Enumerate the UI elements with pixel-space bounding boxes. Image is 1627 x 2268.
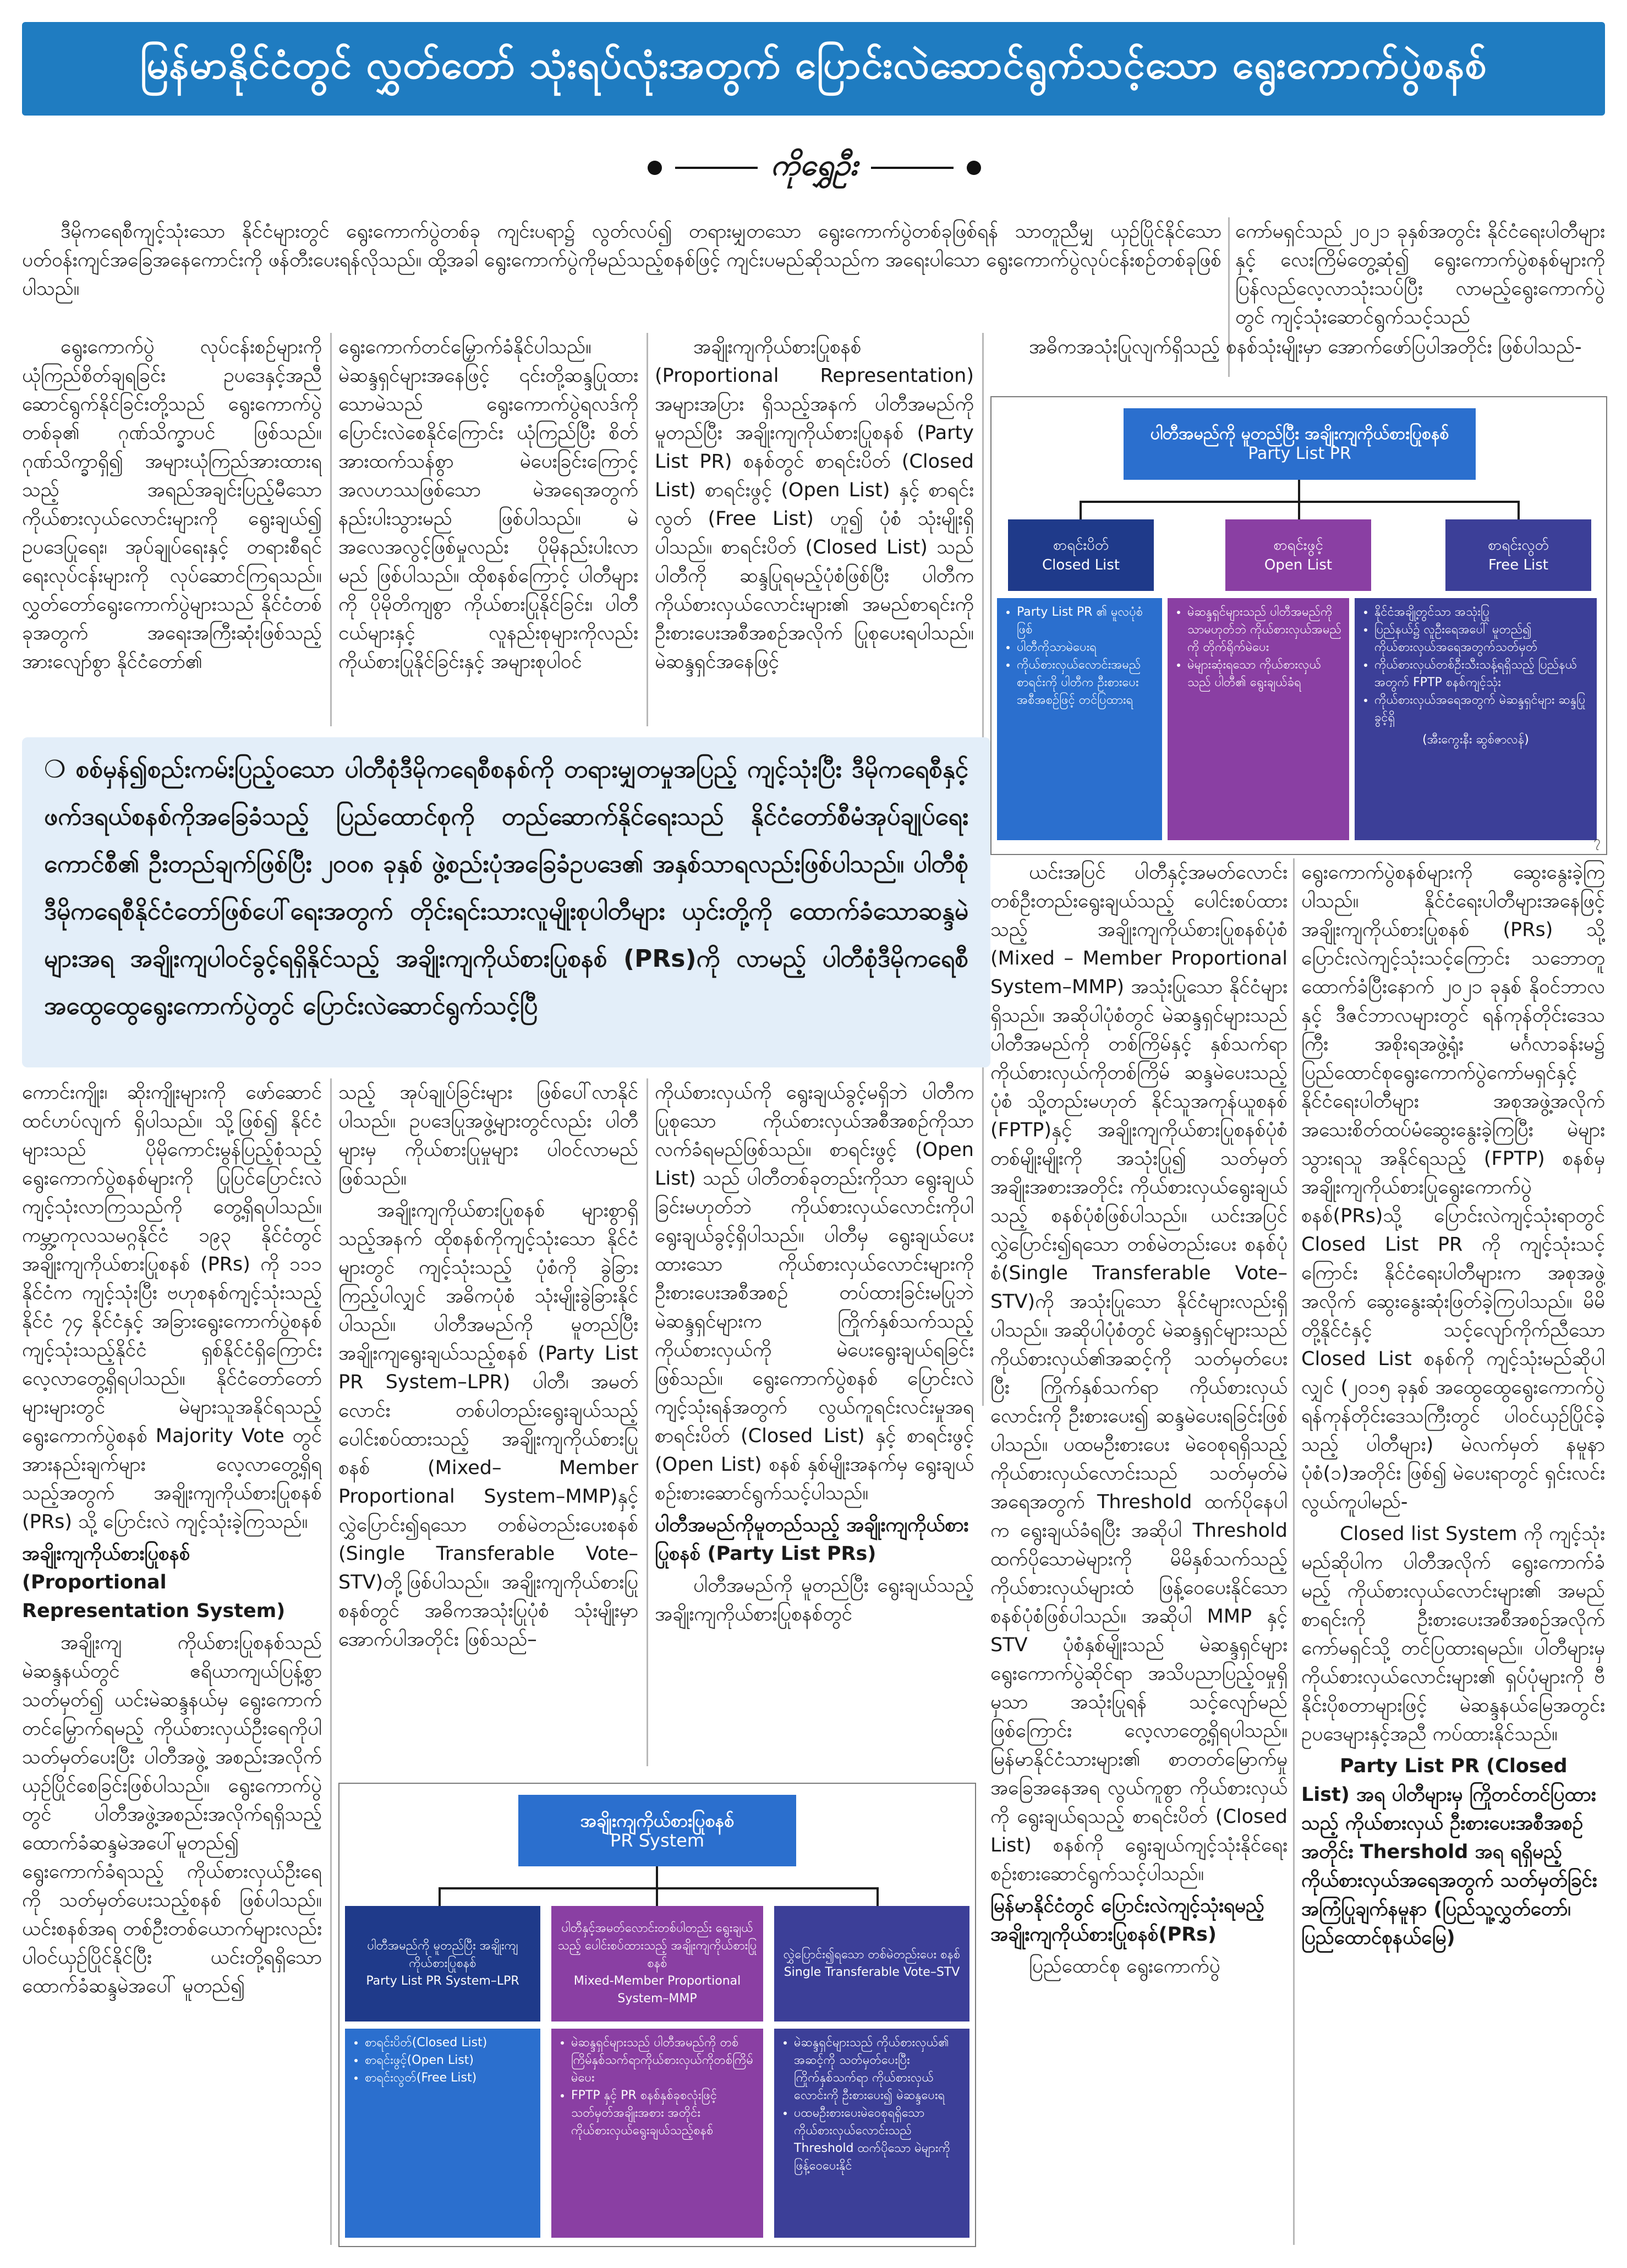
- free-list-sub: Free List: [1488, 557, 1548, 573]
- author-name: ကိုရွှေဦး: [771, 147, 858, 182]
- byline-rule: [871, 167, 954, 169]
- bullet-dot-icon: [648, 161, 662, 175]
- mmp-sub: Mixed-Member Proportional System–MMP: [573, 1974, 741, 2006]
- pull-quote: [22, 737, 990, 1067]
- stv-title: လွှဲပြောင်း၍ရသော တစ်မဲတည်းပေး စနစ်: [783, 1948, 961, 1962]
- detail-item: • မဲဆန္ဒရှင်များသည် ကိုယ်စားလှယ်၏ အဆင့်ကို သတ်မှတ်ပေးပြီး ကြိုက်နှစ်သက်ရာ ကိုယ်စားလှယ်လောင်းကို ဦးစားပေး၍ မဲဆန္ဒပေးရ: [794, 2034, 962, 2105]
- diagram1-top-sub: Party List PR: [1248, 444, 1351, 463]
- pr-system-diagram: [338, 1783, 976, 2247]
- closed-list-box: [1008, 519, 1154, 591]
- lpr-box: [345, 1906, 540, 2022]
- col5-mid-text: ရွေးကောက်ပွဲစနစ်များကို ဆွေးနွေးခဲ့ကြပါသည်။ နိုင်ငံရေးပါတီများအနေဖြင့် အချိုးကျကိုယ်စားပြုစနစ် (PRs) သို့ ပြောင်းလဲကျင့်သုံးသင့်ကြောင်း သဘောတူထောက်ခံပြီးနောက် ၂၀၂၁ ခုနှစ် နိုဝင်ဘာလနှင့် ဒီဇင်ဘာလများတွင် ရန်ကုန်တိုင်းဒေသကြီး အစိုးရအဖွဲ့ရုံး မင်္ဂလာခန်းမ၌ ပြည်ထောင်စုရွေးကောက်ပွဲကော်မရှင်နှင့် နိုင်ငံရေးပါတီများ အစုအဖွဲ့အလိုက် အသေးစိတ်ထပ်မံဆွေးနွေးခဲ့ကြပြီး မဲများသွားရသူ အနိုင်ရသည့် (FPTP) စနစ်မှ အချိုးကျကိုယ်စားပြုရွေးကောက်ပွဲစနစ်(PRs)သို့ ပြောင်းလဲကျင့်သုံးရာတွင် Closed List PR ကို ကျင့်သုံးသင့်ကြောင်း နိုင်ငံရေးပါတီများက အစုအဖွဲ့အလိုက် ဆွေးနွေးဆုံးဖြတ်ခဲ့ကြပါသည်။ မိမိတို့နိုင်ငံနှင့် သင့်လျော်ကိုက်ညီသော Closed List စနစ်ကို ကျင့်သုံးမည်ဆိုပါလျှင် (၂၀၁၅ ခုနှစ် အထွေထွေရွေးကောက်ပွဲ ရန်ကုန်တိုင်းဒေသကြီးတွင် ပါဝင်ယှဉ်ပြိုင်ခဲ့သည့် ပါတီများ) မဲလက်မှတ် နမူနာပုံစံ(၁)အတိုင်း ဖြစ်၍ မဲပေးရာတွင် ရှင်းလင်းလွယ်ကူပါမည်-: [1301, 862, 1605, 1513]
- column-4-body: [990, 858, 1288, 2245]
- mmp-title: ပါတီနှင့်အမတ်လောင်းတစ်ပါတည်း ရွေးချယ်သည့် ပေါင်းစပ်ထားသည့် အချိုးကျကိုယ်စားပြုစနစ်: [557, 1921, 757, 1970]
- mmp-box: [551, 1906, 763, 2022]
- col2-p2-text: အချိုးကျကိုယ်စားပြုစနစ် များစွာရှိသည့်အနက် ထိုစနစ်ကိုကျင့်သုံးသော နိုင်ငံများတွင် ကျင့်သုံးသည့် ပုံစံကို ခွဲခြားကြည့်ပါလျှင် အဓိကပုံစံ သုံးမျိုးခွဲခြားနိုင်ပါသည်။ ပါတီအမည်ကို မူတည်ပြီး အချိုးကျရွေးချယ်သည့်စနစ် (Party List PR System–LPR) ပါတီ၊ အမတ်လောင်း တစ်ပါတည်းရွေးချယ်သည့် ပေါင်းစပ်ထားသည့် အချိုးကျကိုယ်စားပြုစနစ် (Mixed– Member Proportional System–MMP)နှင့် လွှဲပြောင်း၍ရသော တစ်မဲတည်းပေးစနစ် (Single Transferable Vote–STV)တို့ဖြစ်ပါသည်။ အချိုးကျကိုယ်စားပြုစနစ်တွင် အဓိကအသုံးပြုပုံစံ သုံးမျိုးမှာ အောက်ပါအတိုင်း ဖြစ်သည်–: [338, 1199, 638, 1651]
- column-divider: [330, 1078, 332, 2245]
- diagram1-note: (အီးကွေးနီး ဆွစ်ဇာလန်): [1422, 733, 1529, 747]
- intro-paragraph: [22, 217, 1221, 322]
- closed-list-details: [997, 598, 1162, 840]
- detail-item: • စာရင်းလွတ်(Free List): [365, 2069, 533, 2087]
- col4-mid-text: ယင်းအပြင် ပါတီနှင့်အမတ်လောင်းတစ်ဦးတည်းရွေးချယ်သည့် ပေါင်းစပ်ထားသည့် အချိုးကျကိုယ်စားပြုစနစ်ပုံစံ (Mixed – Member Proportional System–MMP) အသုံးပြုသော နိုင်ငံများရှိသည်။ အဆိုပါပုံစံတွင် မဲဆန္ဒရှင်များသည် ပါတီအမည်ကို တစ်ကြိမ်နှင့် နှစ်သက်ရာ ကိုယ်စားလှယ်ကိုတစ်ကြိမ် ဆန္ဒမဲပေးသည့်ပုံစံ သို့တည်းမဟုတ် နိုင်သူအကုန်ယူစနစ် (FPTP)နှင့် အချိုးကျကိုယ်စားပြုစနစ်ပုံစံ တစ်မျိုးမျိုးကို အသုံးပြု၍ သတ်မှတ်အချိုးအစားအတိုင်း ကိုယ်စားလှယ်ရွေးချယ်သည့် စနစ်ပုံစံဖြစ်ပါသည်။ ယင်းအပြင် လွှဲပြောင်း၍ရသော တစ်မဲတည်းပေး စနစ်ပုံစံ(Single Transferable Vote–STV)ကို အသုံးပြုသော နိုင်ငံများလည်းရှိပါသည်။ အဆိုပါပုံစံတွင် မဲဆန္ဒရှင်များသည် ကိုယ်စားလှယ်၏အဆင့်ကို သတ်မှတ်ပေးပြီး ကြိုက်နှစ်သက်ရာ ကိုယ်စားလှယ်လောင်းကို ဦးစားပေး၍ ဆန္ဒမဲပေးရခြင်းဖြစ်ပါသည်။ ပထမဦးစားပေး မဲဝေစုရရှိသည့် ကိုယ်စားလှယ်လောင်းသည် သတ်မှတ်မဲအရေအတွက် Threshold ထက်ပိုနေပါက ရွေးချယ်ခံရပြီး အဆိုပါ Threshold ထက်ပိုသောမဲများကို မိမိနှစ်သက်သည့် ကိုယ်စားလှယ်များထံ ဖြန့်ဝေပေးနိုင်သော စနစ်ပုံစံဖြစ်ပါသည်။ အဆိုပါ MMP နှင့် STV ပုံစံနှစ်မျိုးသည် မဲဆန္ဒရှင်များ ရွေးကောက်ပွဲဆိုင်ရာ အသိပညာပြည့်ဝမှုရှိမှသာ အသုံးပြုရန် သင့်လျော်မည်ဖြစ်ကြောင်း လေ့လာတွေ့ရှိရပါသည်။ မြန်မာနိုင်ငံသားများ၏ စာတတ်မြောက်မှုအခြေအနေအရ လွယ်ကူစွာ ကိုယ်စားလှယ်ကို ရွေးချယ်ရသည့် စာရင်းပိတ် (Closed List) စနစ်ကို ရွေးချယ်ကျင့်သုံးနိုင်ရေး စဉ်းစားဆောင်ရွက်သင့်ပါသည်။: [990, 862, 1288, 1885]
- detail-item: • စာရင်းဖွင့်(Open List): [365, 2052, 533, 2069]
- diagram2-top-box: [518, 1795, 796, 1866]
- col1-bottom-text: ကောင်းကျိုး၊ ဆိုးကျိုးများကို ဖော်ဆောင်ထင်ဟပ်လျက် ရှိပါသည်။ သို့ဖြစ်၍ နိုင်ငံများသည် ပိုမိုကောင်းမွန်ပြည့်စုံသည့် ရွေးကောက်ပွဲစနစ်များကို ပြုပြင်ပြောင်းလဲကျင့်သုံးလာကြသည်ကို တွေ့ရှိရပါသည်။ ကမ္ဘာ့ကုလသမဂ္ဂနိုင်ငံ ၁၉၃ နိုင်ငံတွင် အချိုးကျကိုယ်စားပြုစနစ် (PRs) ကို ၁၁၁ နိုင်ငံက ကျင့်သုံးပြီး ဗဟုစနစ်ကျင့်သုံးသည့် နိုင်ငံ ၇၄ နိုင်ငံနှင့် အခြားရွေးကောက်ပွဲစနစ် ကျင့်သုံးသည့်နိုင်ငံ ရှစ်နိုင်ငံရှိကြောင်း လေ့လာတွေ့ရှိရပါသည်။ နိုင်ငံတော်တော်များများတွင် မဲများသူအနိုင်ရသည့် ရွေးကောက်ပွဲစနစ် Majority Vote တွင် အားနည်းချက်များ လေ့လာတွေ့ရှိရသည့်အတွက် အချိုးကျကိုယ်စားပြုစနစ် (PRs) သို့ ပြောင်းလဲ ကျင့်သုံးခဲ့ကြသည်။: [22, 1082, 322, 1533]
- column-2-bottom: [338, 1078, 638, 1766]
- connector-line: [656, 1866, 658, 1888]
- right-top-text: ကော်မရှင်သည် ၂၀၂၁ ခုနှစ်အတွင်း နိုင်ငံရေးပါတီများနှင့် လေးကြိမ်တွေ့ဆုံ၍ ရွေးကောက်ပွဲစနစ်များကို ပြန်လည်လေ့လာသုံးသပ်ပြီး လာမည့်ရွေးကောက်ပွဲတွင် ကျင့်သုံးဆောင်ရွက်သင့်သည်: [1235, 221, 1605, 328]
- column-1-top: [22, 333, 322, 726]
- detail-item: • မဲဆန္ဒရှင်များသည် ပါတီအမည်ကိုသာမဟုတ်ဘဲ ကိုယ်စားလှယ်အမည်ကို တိုက်ရိုက်မဲပေး: [1187, 604, 1341, 656]
- lpr-title: ပါတီအမည်ကို မူတည်ပြီး အချိုးကျကိုယ်စားပြုစနစ်: [367, 1939, 518, 1970]
- column-divider: [330, 333, 332, 726]
- col2-top-text: ရွေးကောက်တင်မြှောက်ခံနိုင်ပါသည်။ မဲဆန္ဒရှင်များအနေဖြင့် ၎င်းတို့ဆန္ဒပြုထားသောမဲသည် ရွေးကောက်ပွဲရလဒ်ကို ပြောင်းလဲစေနိုင်ကြောင်း ယုံကြည်ပြီး စိတ်အားထက်သန်စွာ မဲပေးခြင်းကြောင့် အလဟဿဖြစ်သော မဲအရေအတွက် နည်းပါးသွားမည် ဖြစ်ပါသည်။ မဲအလေအလွင့်ဖြစ်မှုလည်း ပိုမိုနည်းပါးလာမည် ဖြစ်ပါသည်။ ထိုစနစ်ကြောင့် ပါတီများကို ပိုမိုတိကျစွာ ကိုယ်စားပြုနိုင်ခြင်း၊ ပါတီငယ်များနှင့် လူနည်းစုများကိုလည်း ကိုယ်စားပြုနိုင်ခြင်းနှင့် အများစုပါဝင်: [338, 336, 638, 673]
- column-divider: [647, 1078, 648, 1766]
- lpr-sub: Party List PR System–LPR: [366, 1974, 519, 1988]
- column-1-bottom: [22, 1078, 322, 2245]
- free-list-title: စာရင်းလွတ်: [1488, 537, 1549, 554]
- column-4-intro: [990, 333, 1605, 393]
- detail-item: • FPTP နှင့် PR စနစ်နှစ်ခုစလုံးဖြင့် သတ်မှတ်အချိုးအစား အတိုင်း ကိုယ်စားလှယ်ရွေးချယ်သည့်စနစ်: [571, 2087, 755, 2140]
- bullet-dot-icon: [967, 161, 981, 175]
- diagram1-page-number: ၇: [1593, 834, 1601, 848]
- headline: မြန်မာနိုင်ငံတွင် လွှတ်တော် သုံးရပ်လုံးအတွက် ပြောင်းလဲဆောင်ရွက်သင့်သော ရွေးကောက်ပွဲစနစ်: [140, 42, 1487, 87]
- col2-bottom-text: သည့် အုပ်ချုပ်ခြင်းများ ဖြစ်ပေါ်လာနိုင်ပါသည်။ ဥပဒေပြုအဖွဲ့များတွင်လည်း ပါတီများမှ ကိုယ်စားပြုမှုများ ပါဝင်လာမည်ဖြစ်သည်။: [338, 1082, 638, 1190]
- pull-quote-text: ❍ စစ်မှန်၍စည်းကမ်းပြည့်ဝသော ပါတီစုံဒီမိုကရေစီစနစ်ကို တရားမျှတမှုအပြည့် ကျင့်သုံးပြီး ဒီမိုကရေစီနှင့် ဖက်ဒရယ်စနစ်ကိုအခြေခံသည့် ပြည်ထောင်စုကို တည်ဆောက်နိုင်ရေးသည် နိုင်ငံတော်စီမံအုပ်ချုပ်ရေးကောင်စီ၏ ဦးတည်ချက်ဖြစ်ပြီး ၂၀၀၈ ခုနှစ် ဖွဲ့စည်းပုံအခြေခံဥပဒေ၏ အနှစ်သာရလည်းဖြစ်ပါသည်။ ပါတီစုံ ဒီမိုကရေစီနိုင်ငံတော်ဖြစ်ပေါ်ရေးအတွက် တိုင်းရင်းသားလူမျိုးစုပါတီများ ယှင်းတို့ကို ထောက်ခံသောဆန္ဒမဲများအရ အချိုးကျပါဝင်ခွင့်ရရှိနိုင်သည့် အချိုးကျကိုယ်စားပြုစနစ် (PRs)ကို လာမည့် ပါတီစုံဒီမိုကရေစီအထွေထွေရွေးကောက်ပွဲတွင် ပြောင်းလဲဆောင်ရွက်သင့်ပြီ: [44, 755, 968, 1020]
- intro-text: ဒီမိုကရေစီကျင့်သုံးသော နိုင်ငံများတွင် ရွေးကောက်ပွဲတစ်ခု ကျင်းပရာ၌ လွတ်လပ်၍ တရားမျှတသော ရွေးကောက်ပွဲတစ်ခုဖြစ်ရန် သာတူညီမျှ ယှဉ်ပြိုင်နိုင်သော ပတ်ဝန်းကျင်အခြေအနေကောင်းကို ဖန်တီးပေးရန်လိုသည်။ ထို့အခါ ရွေးကောက်ပွဲကိုမည်သည့်စနစ်ဖြင့် ကျင်းပမည်ဆိုသည်က အရေးပါသော ရွေးကောက်ပွဲလုပ်ငန်းစဉ်တစ်ခုဖြစ်ပါသည်။: [22, 221, 1221, 300]
- col3-p2-text: ပါတီအမည်ကို မူတည်ပြီး ရွေးချယ်သည့် အချိုးကျကိုယ်စားပြုစနစ်တွင်: [655, 1575, 974, 1625]
- detail-item: • ကိုယ်စားလှယ်အရေအတွက် မဲဆန္ဒရှင်များ ဆန္ဒပြုခွင့်ရှိ: [1374, 692, 1589, 727]
- stv-details: [774, 2029, 969, 2238]
- detail-item: • ကိုယ်စားလှယ်လောင်းအမည်စာရင်းကို ပါတီက ဦးစားပေးအစီအစဉ်ဖြင့် တင်ပြထားရ: [1017, 656, 1154, 709]
- detail-item: • ပြည်နယ်၌ လူဦးရေအပေါ် မူတည်၍ ကိုယ်စားလှယ်အရေအတွက်သတ်မှတ်: [1374, 621, 1589, 656]
- connector-line: [1298, 480, 1300, 502]
- free-list-box: [1445, 519, 1591, 591]
- col1-subheading: အချိုးကျကိုယ်စားပြုစနစ် (Proportional Representation System): [22, 1543, 286, 1622]
- connector-line: [439, 1887, 441, 1906]
- connector-line: [439, 1887, 879, 1889]
- byline-rule: [675, 167, 758, 169]
- open-list-box: [1225, 519, 1371, 591]
- connector-line: [1518, 501, 1520, 519]
- column-2-top: [338, 333, 638, 726]
- connector-line: [656, 1887, 658, 1906]
- col1-top-text: ရွေးကောက်ပွဲ လုပ်ငန်းစဉ်များကို ယုံကြည်စိတ်ချရခြင်း ဥပဒေနှင့်အညီ ဆောင်ရွက်နိုင်ခြင်းတို့သည် ရွေးကောက်ပွဲတစ်ခု၏ ဂုဏ်သိက္ခာပင် ဖြစ်သည်။ ဂုဏ်သိက္ခာရှိ၍ အများယုံကြည်အားထားရသည့် အရည်အချင်းပြည့်မီသော ကိုယ်စားလှယ်လောင်းများကို ရွေးချယ်၍ ဥပဒေပြုရေး၊ အုပ်ချုပ်ရေးနှင့် တရားစီရင်ရေးလုပ်ငန်းများကို လုပ်ဆောင်ကြရသည်။ လွှတ်တော်ရွေးကောက်ပွဲများသည် နိုင်ငံတစ်ခုအတွက် အရေးအကြီးဆုံးဖြစ်သည့်အားလျော်စွာ နိုင်ငံတော်၏: [22, 336, 322, 673]
- connector-line: [877, 1887, 879, 1906]
- col3-top-text: အချိုးကျကိုယ်စားပြုစနစ် (Proportional Representation) အများအပြား ရှိသည့်အနက် ပါတီအမည်ကို မူတည်ပြီး အချိုးကျကိုယ်စားပြုစနစ် (Party List PR) စနစ်တွင် စာရင်းပိတ် (Closed List) စာရင်းဖွင့် (Open List) နှင့် စာရင်းလွတ် (Free List) ဟူ၍ ပုံစံ သုံးမျိုးရှိပါသည်။ စာရင်းပိတ် (Closed List) သည် ပါတီကို ဆန္ဒပြုရမည့်ပုံစံဖြစ်ပြီး ပါတီက ကိုယ်စားလှယ်လောင်းများ၏ အမည်စာရင်းကို ဦးစားပေးအစီအစဉ်အလိုက် ပြုစုပေးရပါသည်။ မဲဆန္ဒရှင်အနေဖြင့်: [655, 336, 974, 673]
- stv-sub: Single Transferable Vote–STV: [784, 1965, 960, 1979]
- col3-subheading: ပါတီအမည်ကိုမူတည်သည့် အချိုးကျကိုယ်စားပြုစနစ် (Party List PRs): [655, 1514, 969, 1565]
- detail-item: • ပထမဦးစားပေးမဲဝေစုရရှိသော ကိုယ်စားလှယ်လောင်းသည် Threshold ထက်ပိုသော မဲများကို ဖြန့်ဝေပေးနိုင်: [794, 2105, 962, 2175]
- column-divider: [1293, 858, 1295, 2245]
- mmp-details: [551, 2029, 763, 2238]
- byline: [616, 138, 1012, 198]
- headline-banner: [22, 22, 1605, 116]
- detail-item: • စာရင်းပိတ်(Closed List): [365, 2034, 533, 2052]
- diagram2-top-title: အချိုးကျကိုယ်စားပြုစနစ်: [580, 1810, 735, 1831]
- connector-line: [1298, 501, 1300, 519]
- column-3-top: [655, 333, 974, 726]
- column-5-body: [1301, 858, 1605, 2245]
- detail-item: • နိုင်ငံအချို့တွင်သာ အသုံးပြု: [1374, 604, 1589, 621]
- detail-item: • မဲဆန္ဒရှင်များသည် ပါတီအမည်ကို တစ်ကြိမ်နှစ်သက်ရာကိုယ်စားလှယ်ကိုတစ်ကြိမ် မဲပေး: [571, 2034, 755, 2087]
- lpr-details: [345, 2029, 540, 2238]
- open-list-title: စာရင်းဖွင့်: [1273, 537, 1323, 554]
- free-list-details: [1355, 598, 1597, 840]
- diagram2-top-sub: PR System: [610, 1830, 705, 1851]
- open-list-sub: Open List: [1264, 557, 1333, 573]
- party-list-pr-diagram: [990, 396, 1607, 855]
- detail-item: • မဲများဆုံးရသော ကိုယ်စားလှယ်သည် ပါတီ၏ ရွေးချယ်ခံရ: [1187, 656, 1341, 692]
- open-list-details: [1168, 598, 1349, 840]
- col5-p3-text: Party List PR (Closed List) အရ ပါတီများမှ ကြိုတင်တင်ပြထားသည့် ကိုယ်စားလှယ် ဦးစားပေးအစီအစဉ်အတိုင်း Thershold အရ ရရှိမည့် ကိုယ်စားလှယ်အရေအတွက် သတ်မှတ်ခြင်း အကြံပြုချက်နမူနာ (ပြည်သူ့လွှတ်တော်၊ ပြည်ထောင်စုနယ်မြေ): [1301, 1755, 1597, 1949]
- detail-item: • ပါတီကိုသာမဲပေးရ: [1017, 639, 1154, 656]
- col5-p2-text: Closed list System ကို ကျင့်သုံးမည်ဆိုပါက ပါတီအလိုက် ရွေးကောက်ခံမည့် ကိုယ်စားလှယ်လောင်းများ၏ အမည်စာရင်းကို ဦးစားပေးအစီအစဉ်အလိုက် ကော်မရှင်သို့ တင်ပြထားရမည်။ ပါတီများမှ ကိုယ်စားလှယ်လောင်းများ၏ ရှပ်ပုံများကို ဗီနိုင်းပိုစတာများဖြင့် မဲဆန္ဒနယ်မြေအတွင်း ဥပဒေများနှင့်အညီ ကပ်ထားနိုင်သည်။: [1301, 1523, 1605, 1745]
- stv-box: [774, 1906, 969, 2022]
- detail-item: • Party List PR ၏ မူလပုံစံဖြစ်: [1017, 604, 1154, 639]
- diagram1-top-title: ပါတီအမည်ကို မူတည်ပြီး အချိုးကျကိုယ်စားပြုစနစ်: [1150, 424, 1449, 443]
- col4-tail-text: ပြည်ထောင်စု ရွေးကောက်ပွဲ: [1029, 1955, 1220, 1977]
- column-3-bottom: [655, 1078, 974, 1766]
- col4-intro-text: အဓိကအသုံးပြုလျက်ရှိသည့် စနစ်သုံးမျိုးမှာ အောက်ဖော်ပြပါအတိုင်း ဖြစ်ပါသည်-: [1029, 336, 1582, 358]
- col1-p2-text: အချိုးကျ ကိုယ်စားပြုစနစ်သည် မဲဆန္ဒနယ်တွင် ဧရိယာကျယ်ပြန့်စွာ သတ်မှတ်၍ ယင်းမဲဆန္ဒနယ်မှ ရွေးကောက်တင်မြှောက်ရမည့် ကိုယ်စားလှယ်ဦးရေကိုပါ သတ်မှတ်ပေးပြီး ပါတီအဖွဲ့ အစည်းအလိုက် ယှဉ်ပြိုင်စေခြင်းဖြစ်ပါသည်။ ရွေးကောက်ပွဲတွင် ပါတီအဖွဲ့အစည်းအလိုက်ရရှိသည့် ထောက်ခံဆန္ဒမဲအပေါ်မူတည်၍ ရွေးကောက်ခံရသည့် ကိုယ်စားလှယ်ဦးရေကို သတ်မှတ်ပေးသည့်စနစ် ဖြစ်ပါသည်။ ယင်းစနစ်အရ တစ်ဦးတစ်ယောက်များလည်း ပါဝင်ယှဉ်ပြိုင်နိုင်ပြီး ယင်းတို့ရရှိသော ထောက်ခံဆန္ဒမဲအပေါ် မူတည်၍: [22, 1632, 322, 1997]
- detail-item: • ကိုယ်စားလှယ်တစ်ဦးသီးသန့်ရရှိသည့် ပြည်နယ်အတွက် FPTP စနစ်ကျင့်သုံး: [1374, 656, 1589, 692]
- col4-subheading: မြန်မာနိုင်ငံတွင် ပြောင်းလဲကျင့်သုံးရမည့် အချိုးကျကိုယ်စားပြုစနစ်(PRs): [990, 1895, 1264, 1946]
- column-divider: [647, 333, 648, 726]
- connector-line: [1080, 501, 1082, 519]
- col3-bottom-text: ကိုယ်စားလှယ်ကို ရွေးချယ်ခွင့်မရှိဘဲ ပါတီကပြုစုသော ကိုယ်စားလှယ်အစီအစဉ်ကိုသာ လက်ခံရမည်ဖြစ်သည်။ စာရင်းဖွင့် (Open List) သည် ပါတီတစ်ခုတည်းကိုသာ ရွေးချယ်ခြင်းမဟုတ်ဘဲ ကိုယ်စားလှယ်လောင်းကိုပါ ရွေးချယ်ခွင့်ရှိပါသည်။ ပါတီမှ ရွေးချယ်ပေးထားသော ကိုယ်စားလှယ်လောင်းများကို ဦးစားပေးအစီအစဉ် တပ်ထားခြင်းမပြုဘဲ မဲဆန္ဒရှင်များက ကြိုက်နှစ်သက်သည့် ကိုယ်စားလှယ်ကို မဲပေးရွေးချယ်ရခြင်းဖြစ်သည်။ ရွေးကောက်ပွဲစနစ် ပြောင်းလဲကျင့်သုံးရန်အတွက် လွယ်ကူရင်းလင်းမှုအရ စာရင်းပိတ် (Closed List) နှင့် စာရင်းဖွင့် (Open List) စနစ် နှစ်မျိုးအနက်မှ ရွေးချယ်စဉ်းစားဆောင်ရွက်သင့်ပါသည်။: [655, 1082, 974, 1504]
- closed-list-title: စာရင်းပိတ်: [1053, 537, 1109, 554]
- closed-list-sub: Closed List: [1042, 557, 1120, 573]
- diagram1-top-box: [1124, 408, 1476, 480]
